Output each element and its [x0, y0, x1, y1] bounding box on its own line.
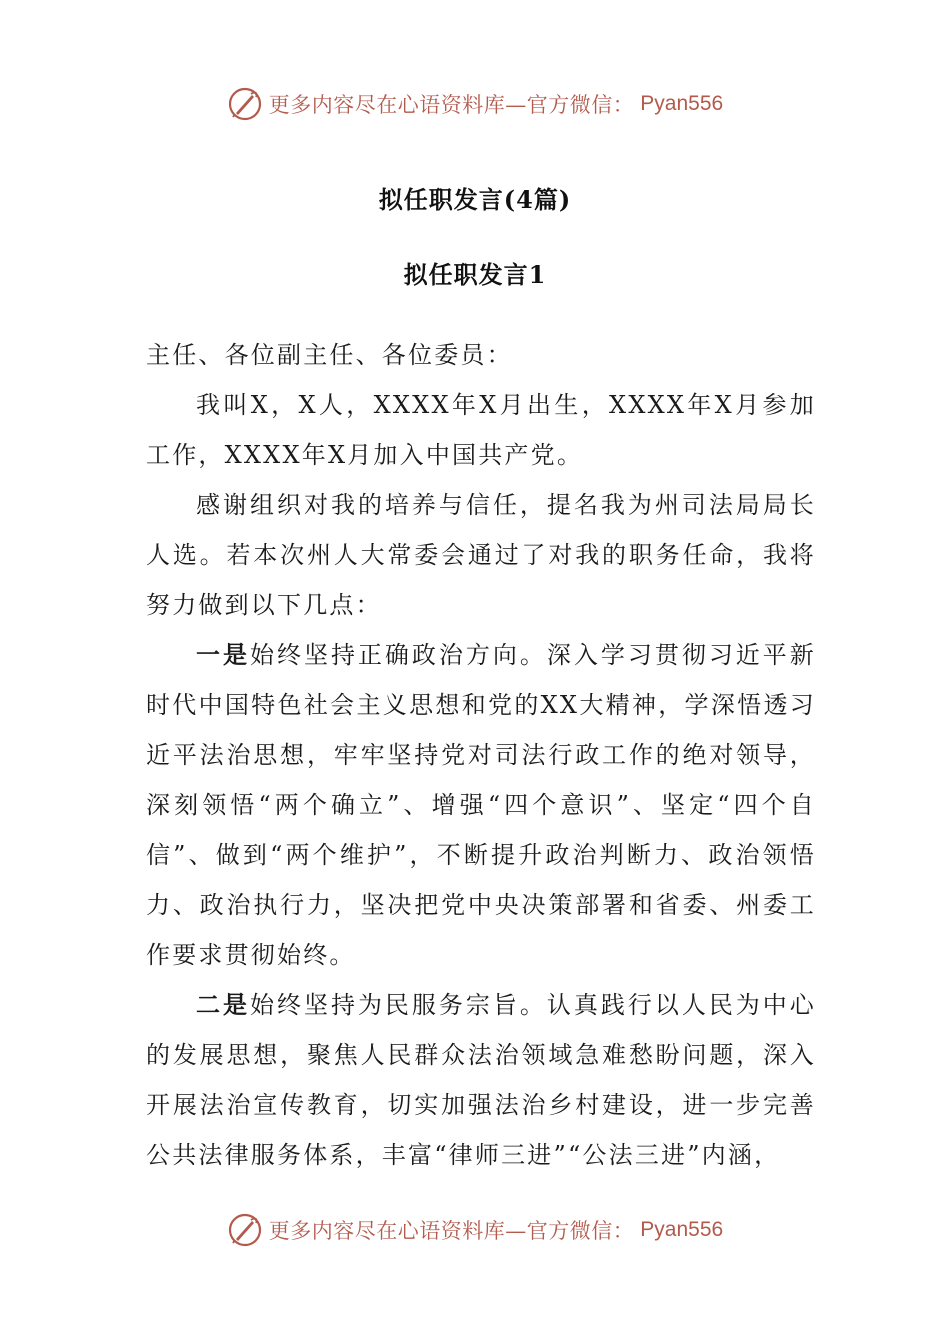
- watermark-wechat-id: Pyan556: [640, 92, 724, 115]
- footer-watermark: [0, 1210, 950, 1250]
- watermark-text: 更多内容尽在心语资料库—官方微信：: [268, 93, 635, 117]
- paragraph-lead: 二是: [196, 990, 250, 1019]
- quill-logo-icon: [227, 1212, 263, 1248]
- paragraph-thanks: [146, 480, 816, 630]
- paragraph-point-two: [146, 980, 816, 1180]
- paragraph-text: 始终坚持正确政治方向。深入学习贯彻习近平新时代中国特色社会主义思想和党的XX大精神，学深悟透习近平法治思想，牢牢坚持党对司法行政工作的绝对领导，深刻领悟“两个确立”、增强“四个意识”、坚定“四个自信”、做到“两个维护”，不断提升政治判断力、政治领悟力、政治执行力，坚决把党中央决策部署和省委、州委工作要求贯彻始终。: [146, 641, 816, 969]
- salutation: 主任、各位副主任、各位委员：: [146, 341, 513, 369]
- paragraph-text: 感谢组织对我的培养与信任，提名我为州司法局局长人选。若本次州人大常委会通过了对我的职务任命，我将努力做到以下几点：: [146, 491, 816, 619]
- paragraph-text: 始终坚持为民服务宗旨。认真践行以人民为中心的发展思想，聚焦人民群众法治领域急难愁盼问题，深入开展法治宣传教育，切实加强法治乡村建设，进一步完善公共法律服务体系，丰富“律师三进”“公法三进”内涵，: [146, 991, 816, 1169]
- quill-logo-icon: [227, 86, 263, 122]
- paragraph-intro: [146, 380, 816, 480]
- paragraph-text: 我叫X，X人，XXXX年X月出生，XXXX年X月参加工作，XXXX年X月加入中国共产党。: [146, 391, 816, 469]
- watermark-text: 更多内容尽在心语资料库—官方微信：: [268, 1219, 635, 1243]
- paragraph-lead: 一是: [196, 640, 250, 669]
- paragraph-point-one: [146, 630, 816, 980]
- header-watermark: [0, 84, 950, 124]
- document-body: [146, 330, 816, 1180]
- section-title: 拟任职发言1: [403, 260, 547, 289]
- document-title: 拟任职发言(4篇): [378, 185, 572, 214]
- watermark-wechat-id: Pyan556: [640, 1218, 724, 1241]
